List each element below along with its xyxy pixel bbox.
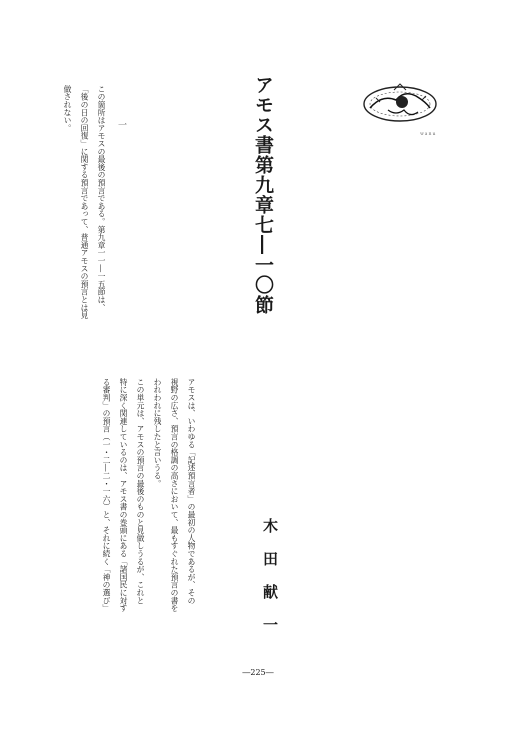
section-paragraph [58,85,110,375]
intro-line: る審判」の預言（一・二―二・一六）と、それに続く「神の選び」 [102,378,111,612]
article-title: アモス書第九章七―一〇節 [252,75,274,315]
illustrated-emblem-icon [360,80,440,130]
page-number: ―225― [242,668,274,677]
decorative-emblem [360,80,440,130]
intro-line: 特に深く関連しているのは、アモス書の巻頭にある「諸国民に対す [119,378,128,612]
section-line: 「後の日の回復」に関する預言であって、普通アモスの預言とは見 [80,85,89,319]
intro-paragraph [100,378,200,668]
section-number: 一 [116,120,126,129]
intro-line: この単元は、アモスの預言の最後のものと見做しうるが、これと [136,378,145,605]
intro-line: 視野の広さ、預言の格調の高さにおいて、最もすぐれた預言の書を [170,378,179,612]
section-line: この箇所はアモスの最後の預言である。第九章一一―一五節は、 [97,85,106,312]
intro-line: アモスは、いわゆる「記述預言者」の最初の人物であるが、その [187,378,196,605]
section-line: 做されない。 [63,85,72,132]
emblem-caption: ｗａｎｕ [420,131,436,136]
intro-line: われわれに残したと言いうる。 [153,378,162,488]
author-name: 木田献一 [261,518,279,650]
